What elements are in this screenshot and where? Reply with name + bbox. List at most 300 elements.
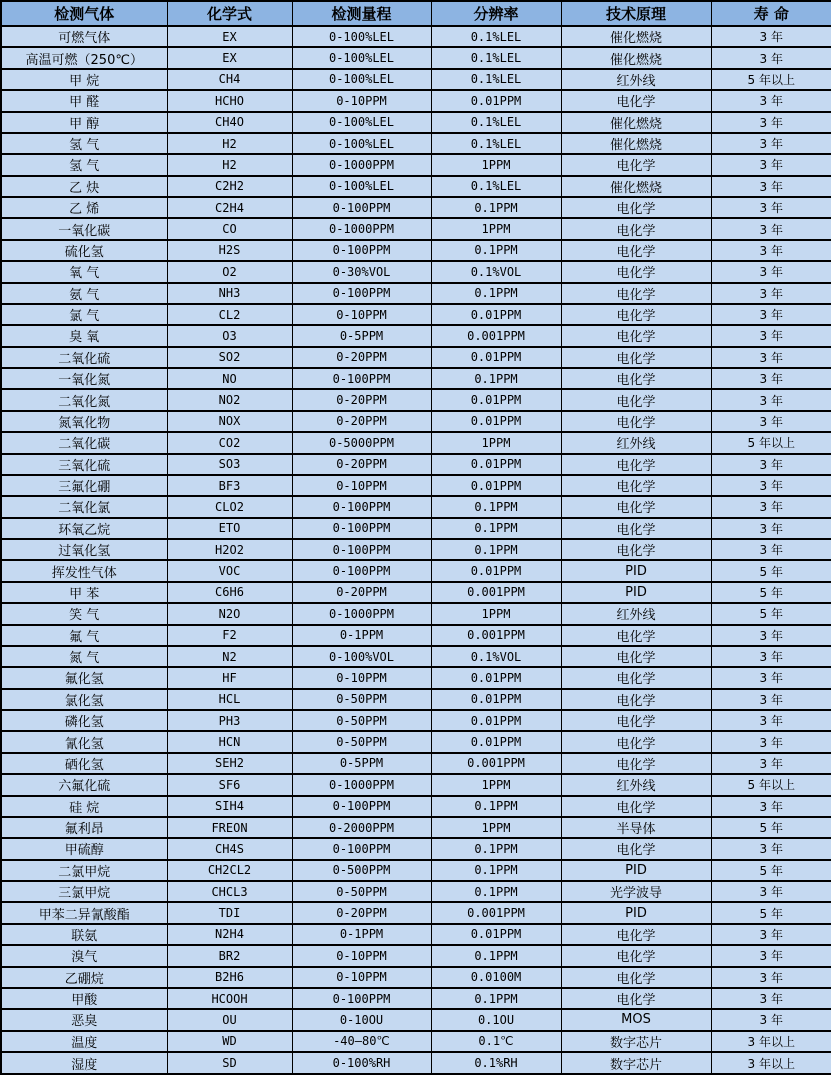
cell-gas: 氨 气 [1,283,167,304]
cell-gas: 氢 气 [1,133,167,154]
cell-range: 0-50PPM [292,710,431,731]
cell-range: 0-20PPM [292,902,431,923]
cell-formula: SF6 [167,774,292,795]
table-row [1,112,831,133]
cell-resolution: 0.01PPM [431,924,561,945]
cell-resolution: 0.1PPM [431,496,561,517]
table-row [1,496,831,517]
cell-principle: PID [561,902,711,923]
cell-lifespan: 3 年 [711,112,831,133]
cell-lifespan: 3 年 [711,154,831,175]
cell-formula: CH2CL2 [167,860,292,881]
cell-lifespan: 3 年 [711,261,831,282]
cell-lifespan: 3 年 [711,496,831,517]
cell-range: 0-10PPM [292,945,431,966]
cell-principle: 电化学 [561,411,711,432]
cell-range: 0-100%LEL [292,47,431,68]
cell-formula: O2 [167,261,292,282]
cell-principle: MOS [561,1009,711,1030]
cell-gas: 三氧化硫 [1,454,167,475]
table-row [1,945,831,966]
cell-lifespan: 5 年 [711,902,831,923]
cell-gas: 温度 [1,1031,167,1052]
cell-formula: H2S [167,240,292,261]
cell-lifespan: 5 年 [711,560,831,581]
cell-formula: B2H6 [167,967,292,988]
cell-lifespan: 5 年 [711,582,831,603]
table-row [1,924,831,945]
cell-gas: 三氟化硼 [1,475,167,496]
cell-range: 0-100%VOL [292,646,431,667]
cell-principle: 电化学 [561,731,711,752]
cell-gas: 二氧化硫 [1,347,167,368]
cell-range: 0-100PPM [292,988,431,1009]
cell-gas: 氟 气 [1,625,167,646]
cell-gas: 高温可燃（250℃） [1,47,167,68]
cell-resolution: 0.01PPM [431,689,561,710]
header-range: 检测量程 [292,1,431,26]
cell-formula: BF3 [167,475,292,496]
cell-formula: CL2 [167,304,292,325]
cell-formula: C2H4 [167,197,292,218]
cell-lifespan: 3 年以上 [711,1052,831,1074]
table-row [1,90,831,111]
cell-principle: 电化学 [561,283,711,304]
cell-formula: N2H4 [167,924,292,945]
cell-principle: 催化燃烧 [561,112,711,133]
cell-formula: NO2 [167,389,292,410]
cell-lifespan: 3 年 [711,689,831,710]
cell-lifespan: 3 年 [711,176,831,197]
cell-range: 0-100PPM [292,368,431,389]
cell-formula: SO3 [167,454,292,475]
cell-principle: 电化学 [561,240,711,261]
cell-resolution: 0.01PPM [431,560,561,581]
table-row [1,283,831,304]
cell-lifespan: 3 年 [711,667,831,688]
cell-formula: HCOOH [167,988,292,1009]
cell-resolution: 0.01PPM [431,389,561,410]
cell-resolution: 1PPM [431,432,561,453]
cell-range: 0-1000PPM [292,603,431,624]
table-row [1,325,831,346]
cell-resolution: 1PPM [431,603,561,624]
cell-principle: 电化学 [561,368,711,389]
cell-principle: 电化学 [561,518,711,539]
cell-resolution: 0.1PPM [431,838,561,859]
cell-resolution: 1PPM [431,774,561,795]
table-body [1,26,831,1074]
cell-principle: 电化学 [561,539,711,560]
table-row [1,603,831,624]
cell-range: 0-20PPM [292,411,431,432]
cell-gas: 甲 烷 [1,69,167,90]
cell-resolution: 0.1PPM [431,539,561,560]
cell-gas: 氟利昂 [1,817,167,838]
cell-principle: 数字芯片 [561,1031,711,1052]
cell-formula: CO2 [167,432,292,453]
cell-lifespan: 3 年 [711,838,831,859]
cell-range: 0-50PPM [292,881,431,902]
cell-formula: CO [167,218,292,239]
cell-principle: 电化学 [561,304,711,325]
cell-range: 0-1PPM [292,625,431,646]
cell-gas: 甲 醛 [1,90,167,111]
table-row [1,454,831,475]
cell-gas: 硅 烷 [1,796,167,817]
cell-formula: TDI [167,902,292,923]
cell-range: 0-100%LEL [292,26,431,47]
cell-resolution: 0.01PPM [431,411,561,432]
cell-formula: HCN [167,731,292,752]
cell-resolution: 1PPM [431,817,561,838]
cell-resolution: 0.01PPM [431,667,561,688]
table-row [1,774,831,795]
cell-lifespan: 3 年 [711,411,831,432]
cell-principle: 电化学 [561,924,711,945]
header-resolution: 分辨率 [431,1,561,26]
cell-resolution: 0.1PPM [431,518,561,539]
table-row [1,389,831,410]
table-row [1,860,831,881]
cell-lifespan: 3 年 [711,197,831,218]
cell-range: 0-10PPM [292,475,431,496]
cell-lifespan: 3 年 [711,347,831,368]
cell-lifespan: 3 年 [711,988,831,1009]
cell-formula: O3 [167,325,292,346]
cell-principle: 电化学 [561,90,711,111]
table-row [1,796,831,817]
cell-principle: 电化学 [561,261,711,282]
cell-range: 0-5PPM [292,325,431,346]
cell-resolution: 0.01PPM [431,90,561,111]
cell-gas: 氮氧化物 [1,411,167,432]
cell-gas: 甲酸 [1,988,167,1009]
cell-gas: 湿度 [1,1052,167,1074]
cell-formula: NO [167,368,292,389]
cell-principle: 催化燃烧 [561,47,711,68]
cell-principle: 电化学 [561,389,711,410]
cell-range: 0-100%LEL [292,69,431,90]
cell-gas: 氰化氢 [1,731,167,752]
cell-gas: 可燃气体 [1,26,167,47]
cell-range: 0-1000PPM [292,774,431,795]
cell-lifespan: 3 年 [711,283,831,304]
table-row [1,902,831,923]
cell-range: 0-10PPM [292,304,431,325]
cell-range: 0-100%LEL [292,133,431,154]
cell-resolution: 0.01PPM [431,347,561,368]
cell-lifespan: 3 年 [711,796,831,817]
cell-resolution: 0.1PPM [431,283,561,304]
cell-gas: 一氧化碳 [1,218,167,239]
cell-lifespan: 5 年以上 [711,774,831,795]
table-row [1,218,831,239]
cell-lifespan: 3 年 [711,218,831,239]
cell-principle: 电化学 [561,475,711,496]
cell-lifespan: 3 年 [711,945,831,966]
table-row [1,154,831,175]
cell-gas: 六氟化硫 [1,774,167,795]
cell-resolution: 1PPM [431,154,561,175]
cell-gas: 溴气 [1,945,167,966]
cell-gas: 氯化氢 [1,689,167,710]
cell-range: 0-10PPM [292,967,431,988]
cell-principle: 电化学 [561,197,711,218]
cell-formula: FREON [167,817,292,838]
cell-lifespan: 5 年以上 [711,69,831,90]
table-row [1,69,831,90]
cell-gas: 恶臭 [1,1009,167,1030]
cell-formula: C2H2 [167,176,292,197]
cell-range: 0-100PPM [292,539,431,560]
cell-range: 0-100%RH [292,1052,431,1074]
cell-range: 0-50PPM [292,689,431,710]
table-row [1,625,831,646]
cell-formula: CLO2 [167,496,292,517]
cell-lifespan: 3 年 [711,304,831,325]
table-row [1,133,831,154]
cell-formula: ETO [167,518,292,539]
cell-principle: 电化学 [561,218,711,239]
cell-lifespan: 3 年 [711,539,831,560]
cell-range: 0-50PPM [292,731,431,752]
cell-principle: 电化学 [561,838,711,859]
cell-gas: 硒化氢 [1,753,167,774]
table-row [1,731,831,752]
cell-resolution: 0.1%VOL [431,646,561,667]
cell-formula: OU [167,1009,292,1030]
cell-formula: SIH4 [167,796,292,817]
cell-principle: 催化燃烧 [561,26,711,47]
table-row [1,1009,831,1030]
table-row [1,518,831,539]
cell-lifespan: 3 年 [711,924,831,945]
cell-resolution: 0.1%LEL [431,133,561,154]
cell-resolution: 0.01PPM [431,454,561,475]
table-row [1,539,831,560]
cell-formula: VOC [167,560,292,581]
cell-principle: 电化学 [561,625,711,646]
table-row [1,432,831,453]
cell-principle: 红外线 [561,432,711,453]
cell-range: 0-10OU [292,1009,431,1030]
cell-formula: CH4O [167,112,292,133]
cell-lifespan: 3 年 [711,1009,831,1030]
cell-principle: 电化学 [561,154,711,175]
cell-resolution: 0.001PPM [431,753,561,774]
cell-formula: HCL [167,689,292,710]
cell-range: 0-100PPM [292,518,431,539]
cell-formula: HF [167,667,292,688]
cell-resolution: 0.01PPM [431,731,561,752]
cell-lifespan: 3 年 [711,646,831,667]
table-row [1,304,831,325]
cell-range: 0-10PPM [292,667,431,688]
table-row [1,988,831,1009]
cell-formula: N2O [167,603,292,624]
cell-principle: 电化学 [561,347,711,368]
cell-range: 0-100PPM [292,838,431,859]
cell-resolution: 0.1%LEL [431,47,561,68]
table-row [1,560,831,581]
cell-range: 0-30%VOL [292,261,431,282]
cell-range: 0-100%LEL [292,176,431,197]
cell-lifespan: 3 年 [711,518,831,539]
cell-range: 0-20PPM [292,347,431,368]
cell-range: -40—80℃ [292,1031,431,1052]
cell-resolution: 0.001PPM [431,582,561,603]
cell-gas: 甲 醇 [1,112,167,133]
header-principle: 技术原理 [561,1,711,26]
cell-resolution: 0.1%LEL [431,112,561,133]
table-row [1,240,831,261]
cell-lifespan: 3 年以上 [711,1031,831,1052]
cell-principle: 半导体 [561,817,711,838]
cell-principle: 电化学 [561,325,711,346]
table-row [1,1052,831,1074]
cell-range: 0-100PPM [292,496,431,517]
table-row [1,347,831,368]
cell-lifespan: 3 年 [711,240,831,261]
cell-formula: C6H6 [167,582,292,603]
cell-resolution: 0.1%VOL [431,261,561,282]
cell-gas: 乙硼烷 [1,967,167,988]
cell-lifespan: 3 年 [711,625,831,646]
cell-formula: SD [167,1052,292,1074]
cell-principle: 红外线 [561,774,711,795]
cell-principle: 电化学 [561,496,711,517]
cell-lifespan: 3 年 [711,325,831,346]
cell-formula: F2 [167,625,292,646]
cell-formula: CHCL3 [167,881,292,902]
cell-resolution: 0.1OU [431,1009,561,1030]
cell-gas: 硫化氢 [1,240,167,261]
cell-lifespan: 3 年 [711,133,831,154]
cell-principle: 催化燃烧 [561,133,711,154]
cell-formula: BR2 [167,945,292,966]
cell-gas: 挥发性气体 [1,560,167,581]
table-row [1,411,831,432]
table-row [1,967,831,988]
cell-lifespan: 5 年 [711,817,831,838]
cell-formula: HCHO [167,90,292,111]
cell-range: 0-5PPM [292,753,431,774]
cell-gas: 氟化氢 [1,667,167,688]
cell-lifespan: 3 年 [711,710,831,731]
cell-formula: EX [167,47,292,68]
header-gas: 检测气体 [1,1,167,26]
cell-gas: 氯 气 [1,304,167,325]
cell-resolution: 0.001PPM [431,625,561,646]
cell-lifespan: 5 年 [711,603,831,624]
cell-lifespan: 3 年 [711,389,831,410]
cell-resolution: 0.1PPM [431,988,561,1009]
cell-range: 0-500PPM [292,860,431,881]
table-row [1,26,831,47]
cell-gas: 一氧化氮 [1,368,167,389]
cell-lifespan: 3 年 [711,881,831,902]
cell-gas: 二氧化碳 [1,432,167,453]
cell-gas: 二氧化氮 [1,389,167,410]
table-row [1,261,831,282]
cell-principle: 电化学 [561,796,711,817]
cell-principle: 电化学 [561,667,711,688]
cell-range: 0-1000PPM [292,218,431,239]
cell-range: 0-100PPM [292,197,431,218]
cell-resolution: 0.1PPM [431,368,561,389]
cell-gas: 二氯甲烷 [1,860,167,881]
cell-resolution: 0.01PPM [431,475,561,496]
cell-range: 0-100PPM [292,560,431,581]
cell-range: 0-1000PPM [292,154,431,175]
cell-lifespan: 5 年以上 [711,432,831,453]
cell-lifespan: 5 年 [711,860,831,881]
cell-formula: PH3 [167,710,292,731]
cell-principle: 电化学 [561,988,711,1009]
cell-lifespan: 3 年 [711,368,831,389]
cell-gas: 笑 气 [1,603,167,624]
cell-gas: 氧 气 [1,261,167,282]
cell-gas: 乙 烯 [1,197,167,218]
cell-resolution: 0.1%LEL [431,69,561,90]
cell-gas: 磷化氢 [1,710,167,731]
cell-resolution: 0.1PPM [431,945,561,966]
table-row [1,197,831,218]
cell-gas: 二氧化氯 [1,496,167,517]
cell-range: 0-100%LEL [292,112,431,133]
cell-principle: PID [561,582,711,603]
cell-resolution: 0.01PPM [431,304,561,325]
cell-resolution: 0.1PPM [431,796,561,817]
cell-principle: 电化学 [561,454,711,475]
cell-gas: 联氨 [1,924,167,945]
table-row [1,176,831,197]
cell-range: 0-20PPM [292,389,431,410]
cell-formula: CH4 [167,69,292,90]
cell-resolution: 0.1%LEL [431,26,561,47]
cell-range: 0-100PPM [292,240,431,261]
cell-principle: 电化学 [561,689,711,710]
cell-resolution: 0.01PPM [431,710,561,731]
cell-gas: 氮 气 [1,646,167,667]
header-formula: 化学式 [167,1,292,26]
cell-principle: PID [561,860,711,881]
cell-lifespan: 3 年 [711,454,831,475]
cell-resolution: 0.1PPM [431,240,561,261]
table-row [1,817,831,838]
cell-principle: 电化学 [561,646,711,667]
cell-formula: WD [167,1031,292,1052]
table-row [1,689,831,710]
cell-principle: 电化学 [561,710,711,731]
header-lifespan: 寿 命 [711,1,831,26]
cell-lifespan: 3 年 [711,753,831,774]
cell-range: 0-20PPM [292,454,431,475]
cell-resolution: 0.001PPM [431,902,561,923]
cell-range: 0-5000PPM [292,432,431,453]
cell-range: 0-100PPM [292,283,431,304]
cell-lifespan: 3 年 [711,26,831,47]
table-row [1,838,831,859]
cell-gas: 甲苯二异氰酸酯 [1,902,167,923]
cell-formula: SEH2 [167,753,292,774]
cell-resolution: 0.1℃ [431,1031,561,1052]
cell-resolution: 0.1PPM [431,881,561,902]
cell-gas: 环氧乙烷 [1,518,167,539]
table-row [1,710,831,731]
cell-principle: 电化学 [561,967,711,988]
